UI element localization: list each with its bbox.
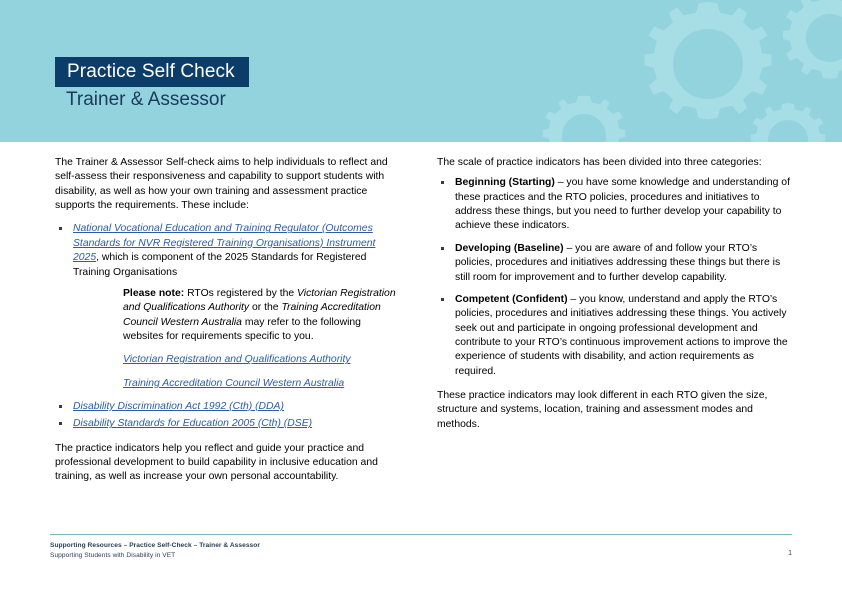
note-italic-tacwa: Training Accreditation Council Western Australia [123,302,381,328]
list-item [437,293,793,379]
page-number: 1 [788,550,792,557]
category-body-developing: – you are aware of and follow your RTO’s policies, procedures and initiatives addressing these things but there is still room for improvement and to further develop capability. [455,242,781,283]
list-item [437,242,793,285]
list-item [55,222,403,279]
note-part1: RTOs registered by the [184,287,298,299]
please-note-label: Please note: [123,287,185,299]
category-label-beginning: Beginning (Starting) [455,177,555,189]
please-note-block [55,287,403,344]
page-subtitle: Trainer & Assessor [66,89,226,110]
page-footer [50,541,792,567]
instrument-link[interactable]: National Vocational Education and Training Regulator (Outcomes Standards for NVR Registered Training Organisations) Instrument 2025 [73,223,376,264]
categories-list [437,176,793,379]
right-closing-paragraph: These practice indicators may look different in each RTO given the size, structure and systems, location, training and assessment modes and methods. [437,390,768,430]
note-part3: may refer to the following websites for requirements specific to you. [123,316,361,342]
dda-link[interactable]: Disability Discrimination Act 1992 (Cth) (DDA) [73,401,284,413]
please-note-paragraph [123,287,403,344]
acts-list [55,400,403,432]
header-banner [0,0,842,142]
instrument-tail: , which is component of the 2025 Standards for Registered Training Organisations [73,252,367,278]
page-title-box [55,57,249,87]
dse-link[interactable]: Disability Standards for Education 2005 (Cth) (DSE) [73,418,313,430]
list-item [437,176,793,233]
footer-divider [50,534,792,535]
category-body-competent: – you know, understand and apply the RTO’s policies, procedures and initiatives addressing these things. You actively seek out and participate in ongoing professional development and contribute to your RTO’s continuous improvement actions to improve the experience of students with disability, and action requirements as required. [455,293,788,377]
page-title: Practice Self Check [67,61,235,82]
tacwa-link[interactable]: Training Accreditation Council Western Australia [123,377,345,389]
footer-line-1: Supporting Resources – Practice Self-Check – Trainer & Assessor [50,542,260,549]
gears-icon [512,0,842,142]
list-item [55,400,403,414]
document-body [0,142,842,527]
legislation-list [55,222,403,279]
left-intro-paragraph: The Trainer & Assessor Self-check aims to help individuals to reflect and self-assess their responsiveness and capability to support students with disability, as well as how your own training and assessment practice supports the requirements. These include: [55,157,388,212]
left-column [55,156,403,494]
category-label-developing: Developing (Baseline) [455,242,564,254]
left-closing-paragraph: The practice indicators help you reflect and guide your practice and professional development to build capability in inclusive education and training, as well as increase your own personal accountability. [55,442,378,483]
note-italic-vrqa: Victorian Registration and Qualifications Authority [123,287,396,314]
category-label-competent: Competent (Confident) [455,293,568,305]
right-intro-paragraph: The scale of practice indicators has been divided into three categories: [437,157,762,168]
right-column [437,156,793,441]
vrqa-link[interactable]: Victorian Registration and Qualifications Authority [123,354,351,366]
footer-line-2: Supporting Students with Disability in VET [50,551,176,559]
authority-links [55,353,403,391]
note-part2: or the [249,302,282,314]
category-body-beginning: – you have some knowledge and understanding of these practices and the RTO policies, procedures and initiatives to address these things, but you need to further develop your capability to achieve these indicators. [455,177,790,232]
list-item [55,417,403,431]
